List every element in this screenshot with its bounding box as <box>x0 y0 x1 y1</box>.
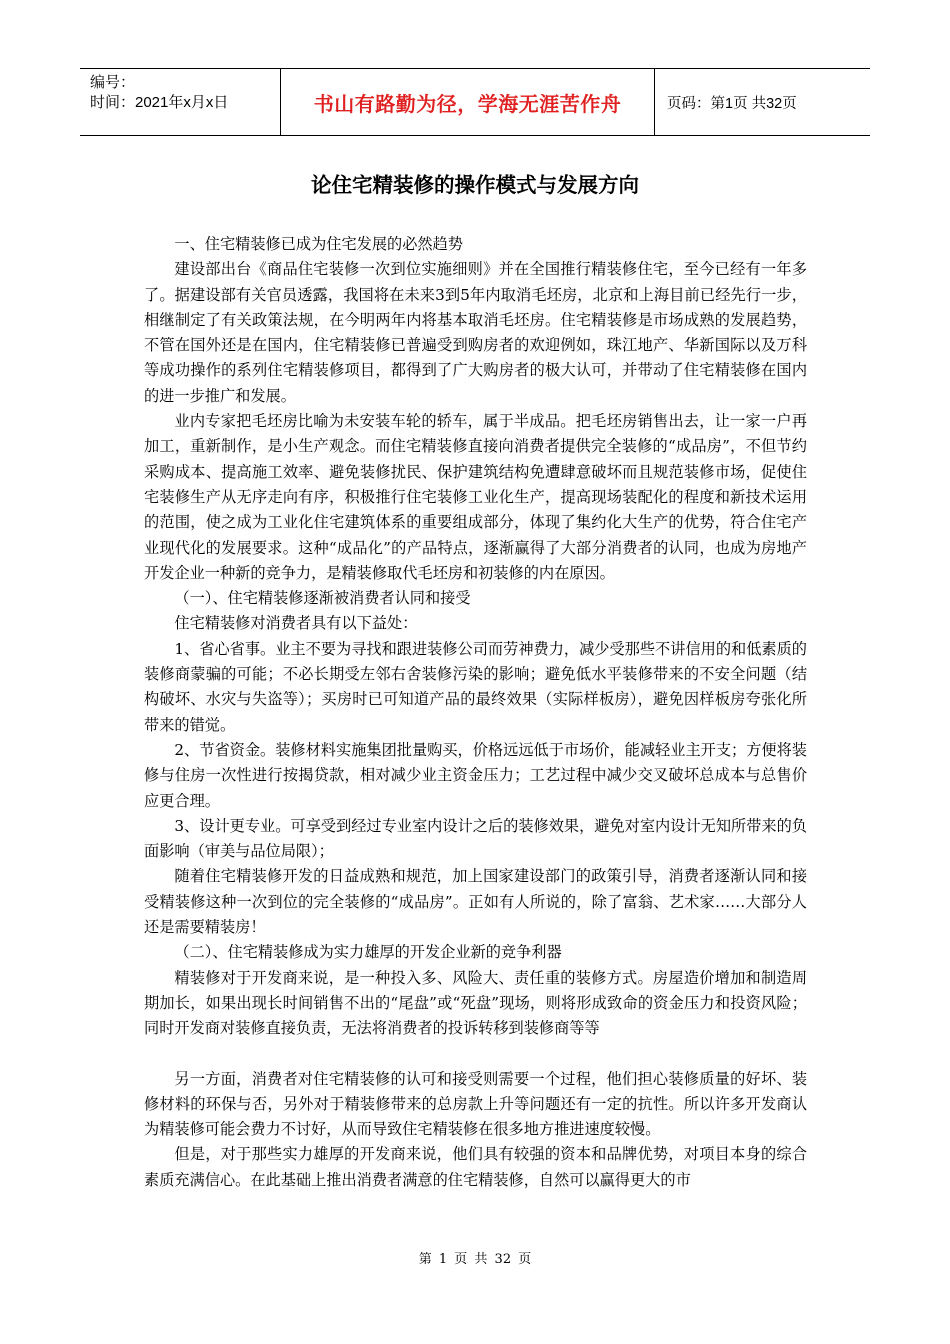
section-heading: 一、住宅精装修已成为住宅发展的必然趋势 <box>174 235 463 253</box>
header-motto-cell <box>280 69 655 135</box>
document-title: 论住宅精装修的操作模式与发展方向 <box>311 173 639 197</box>
document-body <box>144 232 807 1193</box>
paragraph: 住宅精装修对消费者具有以下益处： <box>174 614 418 633</box>
header-page-cell <box>655 69 870 135</box>
paragraph: 业内专家把毛坯房比喻为未安装车轮的轿车，属于半成品。把毛坯房销售出去，让一家一户再加工，重新制作，是小生产观念。而住宅精装修直接向消费者提供完全装修的“成品房”，不但节约采购成本、提高施工效率、避免装修扰民、保护建筑结构免遭肆意破坏而且规范装修市场，促使住宅装修生产从无序走向有序，积极推行住宅装修工业化生产，提高现场装配化的程度和新技术运用的范围，使之成为工业化住宅建筑体系的重要组成部分，体现了集约化大生产的优势，符合住宅产业现代化的发展要求。这种“成品化”的产品特点，逐渐赢得了大部分消费者的认同，也成为房地产开发企业一种新的竞争力，是精装修取代毛坯房和初装修的内在原因。 <box>144 412 807 582</box>
motto-text: 书山有路勤为径，学海无涯苦作舟 <box>313 91 622 116</box>
page-footer: 第 1 页 共 32 页 <box>418 1252 532 1267</box>
page-number-label: 页码：第1页 共32页 <box>667 95 797 112</box>
list-item: 2、节省资金。装修材料实施集团批量购买，价格远远低于市场价，能减轻业主开支；方便将装修与住房一次性进行按揭贷款，相对减少业主资金压力；工艺过程中减少交叉破坏总成本与总售价应更合理。 <box>144 740 807 810</box>
list-item: 1、省心省事。业主不要为寻找和跟进装修公司而劳神费力，减少受那些不讲信用的和低素质的装修商蒙骗的可能；不必长期受左邻右舍装修污染的影响；避免低水平装修带来的不安全问题（结构破坏、水灾与失盗等）；买房时已可知道产品的最终效果（实际样板房），避免因样板房夸张化所带来的错觉。 <box>144 639 807 734</box>
header-info-cell <box>80 69 280 135</box>
document-date-label: 时间：2021年x月x日 <box>90 94 229 111</box>
header-table <box>80 68 870 136</box>
paragraph: 建设部出台《商品住宅装修一次到位实施细则》并在全国推行精装修住宅，至今已经有一年多了。据建设部有关官员透露，我国将在未来3到5年内取消毛坯房，北京和上海目前已经先行一步，相继制定了有关政策法规，在今明两年内将基本取消毛坯房。住宅精装修是市场成熟的发展趋势，不管在国外还是在国内，住宅精装修已普遍受到购房者的欢迎例如，珠江地产、华新国际以及万科等成功操作的系列住宅精装修项目，都得到了广大购房者的极大认可，并带动了住宅精装修在国内的进一步推广和发展。 <box>144 260 807 405</box>
paragraph: 但是，对于那些实力雄厚的开发商来说，他们具有较强的资本和品牌优势，对项目本身的综合素质充满信心。在此基础上推出消费者满意的住宅精装修，自然可以赢得更大的市 <box>144 1145 807 1189</box>
subsection-heading: （二）、住宅精装修成为实力雄厚的开发企业新的竞争利器 <box>174 943 562 962</box>
subsection-heading: （一）、住宅精装修逐渐被消费者认同和接受 <box>174 589 471 608</box>
list-item: 3、设计更专业。可享受到经过专业室内设计之后的装修效果，避免对室内设计无知所带来的负面影响（审美与品位局限）； <box>144 816 807 861</box>
paragraph: 另一方面，消费者对住宅精装修的认可和接受则需要一个过程，他们担心装修质量的好坏、装修材料的环保与否，另外对于精装修带来的总房款上升等问题还有一定的抗性。所以许多开发商认为精装修可能会费力不讨好，从而导致住宅精装修在很多地方推进速度较慢。 <box>144 1069 807 1139</box>
paragraph: 随着住宅精装修开发的日益成熟和规范，加上国家建设部门的政策引导，消费者逐渐认同和接受精装修这种一次到位的完全装修的“成品房”。正如有人所说的，除了富翁、艺术家……大部分人还是需要精装房！ <box>144 867 807 937</box>
document-number-label: 编号： <box>90 74 136 91</box>
paragraph: 精装修对于开发商来说，是一种投入多、风险大、责任重的装修方式。房屋造价增加和制造周期加长，如果出现长时间销售不出的“尾盘”或“死盘”现场，则将形成致命的资金压力和投资风险；同时开发商对装修直接负责，无法将消费者的投诉转移到装修商等等 <box>144 968 807 1038</box>
